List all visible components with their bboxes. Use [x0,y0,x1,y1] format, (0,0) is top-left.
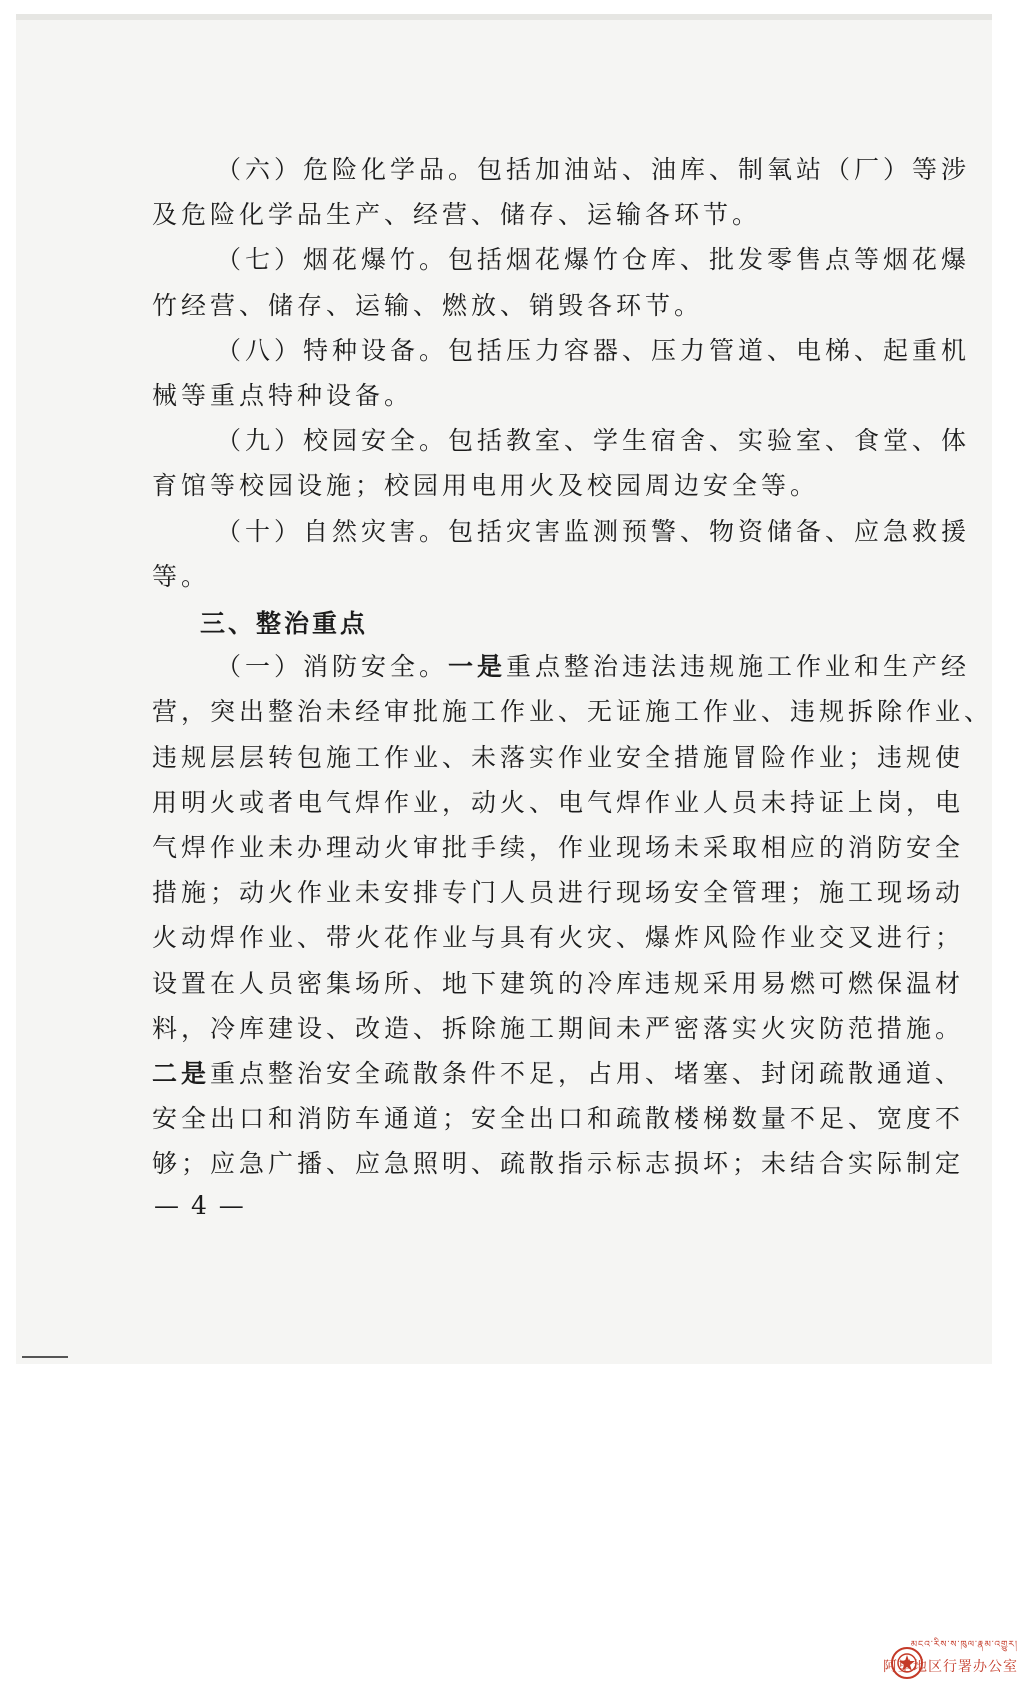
text-line [152,466,912,506]
footer-site-name: 阿里地区行署办公室 [883,1659,1018,1675]
text-line [152,1144,965,1184]
text-segment: 用明火或者电气焊作业，动火、电气焊作业人员未持证上岗，电 [152,787,965,817]
text-line [152,964,965,1004]
text-segment: （六）危险化学品。包括加油站、油库、制氧站（厂）等涉 [216,155,971,184]
text-line [152,1099,965,1139]
text-segment: （十）自然灾害。包括灾害监测预警、物资储备、应急救援 [216,516,971,546]
text-segment: 重点整治违法违规施工作业和生产经 [506,652,971,682]
bold-text-segment: 二是 [152,1059,211,1088]
text-segment: 违规层层转包施工作业、未落实作业安全措施冒险作业；违规使 [152,742,965,772]
text-segment: （九）校园安全。包括教室、学生宿舍、实验室、食堂、体 [216,426,971,456]
text-line [216,331,976,371]
text-line [152,1009,965,1049]
text-line [152,692,994,732]
text-segment: 育馆等校园设施；校园用电用火及校园周边安全等。 [152,471,820,501]
page-number: — 4 — [154,1191,246,1220]
text-segment: 气焊作业未办理动火审批手续，作业现场未采取相应的消防安全 [152,833,965,862]
text-segment: 设置在人员密集场所、地下建筑的冷库违规采用易燃可燃保温材 [152,968,965,998]
text-segment: 等。 [152,561,211,591]
text-segment: 火动焊作业、带火花作业与具有火灾、爆炸风险作业交叉进行； [152,923,965,953]
text-line [216,647,976,687]
footer-tibetan-text: མངའ་རིས་ས་ཁུལ་རྣམ་འགྱུར། [910,1640,1018,1650]
text-segment: 械等重点特种设备。 [152,381,414,410]
text-segment: （一）消防安全。 [216,652,449,682]
section-heading [200,604,960,644]
text-line [152,195,912,235]
text-line [216,512,976,552]
text-line [152,286,912,326]
text-line [152,1054,965,1094]
text-segment: （七）烟花爆竹。包括烟花爆竹仓库、批发零售点等烟花爆 [216,245,971,275]
text-line [152,873,965,913]
divider-line [22,1356,68,1358]
text-line [152,918,965,958]
text-line [152,738,965,778]
text-line [216,421,976,461]
text-segment: 重点整治安全疏散条件不足，占用、堵塞、封闭疏散通道、 [210,1059,965,1088]
bold-text-segment: 三、整治重点 [200,609,369,638]
text-line [152,783,965,823]
text-segment: 及危险化学品生产、经营、储存、运输各环节。 [152,200,762,230]
text-segment: 安全出口和消防车通道；安全出口和疏散楼梯数量不足、宽度不 [152,1104,965,1134]
text-segment: 竹经营、储存、运输、燃放、销毁各环节。 [152,290,704,320]
text-segment: 营，突出整治未经审批施工作业、无证施工作业、违规拆除作业、 [152,697,994,727]
scan-edge [16,14,992,20]
text-line [152,828,965,868]
text-line [216,240,976,280]
text-line [152,376,912,416]
text-line [216,150,976,190]
text-segment: 措施；动火作业未安排专门人员进行现场安全管理；施工现场动 [152,878,965,908]
text-segment: 料，冷库建设、改造、拆除施工期间未严密落实火灾防范措施。 [152,1013,965,1043]
text-line [152,557,912,597]
text-segment: 够；应急广播、应急照明、疏散指示标志损坏；未结合实际制定 [152,1149,965,1179]
text-segment: （八）特种设备。包括压力容器、压力管道、电梯、起重机 [216,335,971,365]
bold-text-segment: 一是 [448,652,507,682]
